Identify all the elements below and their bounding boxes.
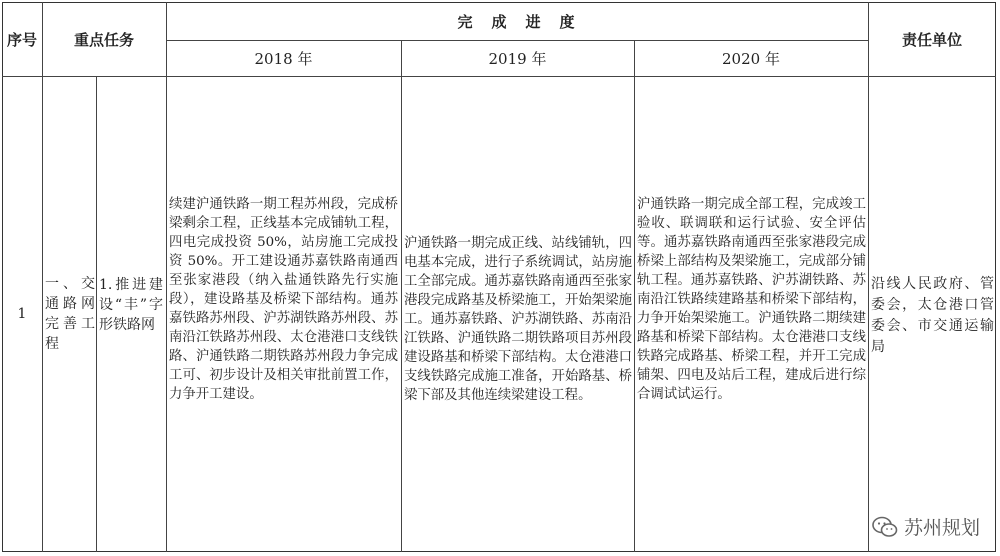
watermark	[872, 513, 980, 540]
header-progress: 完 成 进 度	[457, 12, 577, 31]
header-year-2020: 2020 年	[722, 49, 780, 68]
row-unit: 沿线人民政府、管委会，太仓港口管委会、市交通运输局	[871, 276, 994, 355]
progress-2020: 沪通铁路一期完成全部工程，完成竣工验收、联调联和运行试验、安全评估等。通苏嘉铁路南通西至张家港段完成桥梁上部结构及架梁施工，完成部分铺轨工程。通苏嘉铁路、沪苏湖铁路、苏南沿江铁路续建路基和桥梁下部结构，力争开始架梁施工。沪通铁路二期续建路基和桥梁下部结构。太仓港港口支线铁路完成路基、桥梁工程，并开工完成铺架、四电及站后工程，建成后进行综合调试试运行。	[637, 197, 866, 402]
row-seq: 1	[17, 306, 27, 322]
header-seq: 序号	[6, 30, 37, 49]
col-divider	[868, 2, 869, 552]
wechat-icon	[872, 516, 898, 538]
header-year-2019: 2019 年	[488, 49, 547, 68]
row-task: 1.推进建设“丰”字形铁路网	[99, 277, 163, 333]
watermark-label: 苏州规划	[903, 517, 980, 539]
col-divider	[42, 2, 43, 552]
col-divider	[166, 2, 167, 552]
col-divider	[401, 40, 402, 552]
row-divider	[2, 76, 996, 77]
progress-2019: 沪通铁路一期完成正线、站线铺轨，四电基本完成，进行子系统调试，站房施工全部完成。通苏嘉铁路南通西至张家港段完成路基及桥梁施工，开始架梁施工。通苏嘉铁路、沪苏湖铁路、苏南沿江铁路、沪通铁路二期铁路项目苏州段建设路基和桥梁下部结构。太仓港港口支线铁路完成施工准备，开始路基、桥梁下部及其他连续梁建设工程。	[404, 236, 632, 403]
header-year-2018: 2018 年	[254, 49, 313, 68]
col-divider	[96, 76, 97, 552]
header-unit: 责任单位	[901, 30, 962, 49]
header-task: 重点任务	[73, 30, 134, 49]
row-category: 一、交通路网完善工程	[45, 276, 95, 352]
col-divider	[634, 40, 635, 552]
progress-2018: 续建沪通铁路一期工程苏州段，完成桥梁剩余工程，正线基本完成铺轨工程，四电完成投资 50%，站房施工完成投资 50%。开工建设通苏嘉铁路南通西至张家港段（纳入盐通铁路先行实施段），建设路基及桥梁下部结构。通苏嘉铁路苏州段、沪苏湖铁路苏州段、苏南沿江铁路苏州段、太仓港港口支线铁路、沪通铁路二期铁路苏州段力争完成工可、初步设计及相关审批前置工作，力争开工建设。	[169, 197, 398, 402]
